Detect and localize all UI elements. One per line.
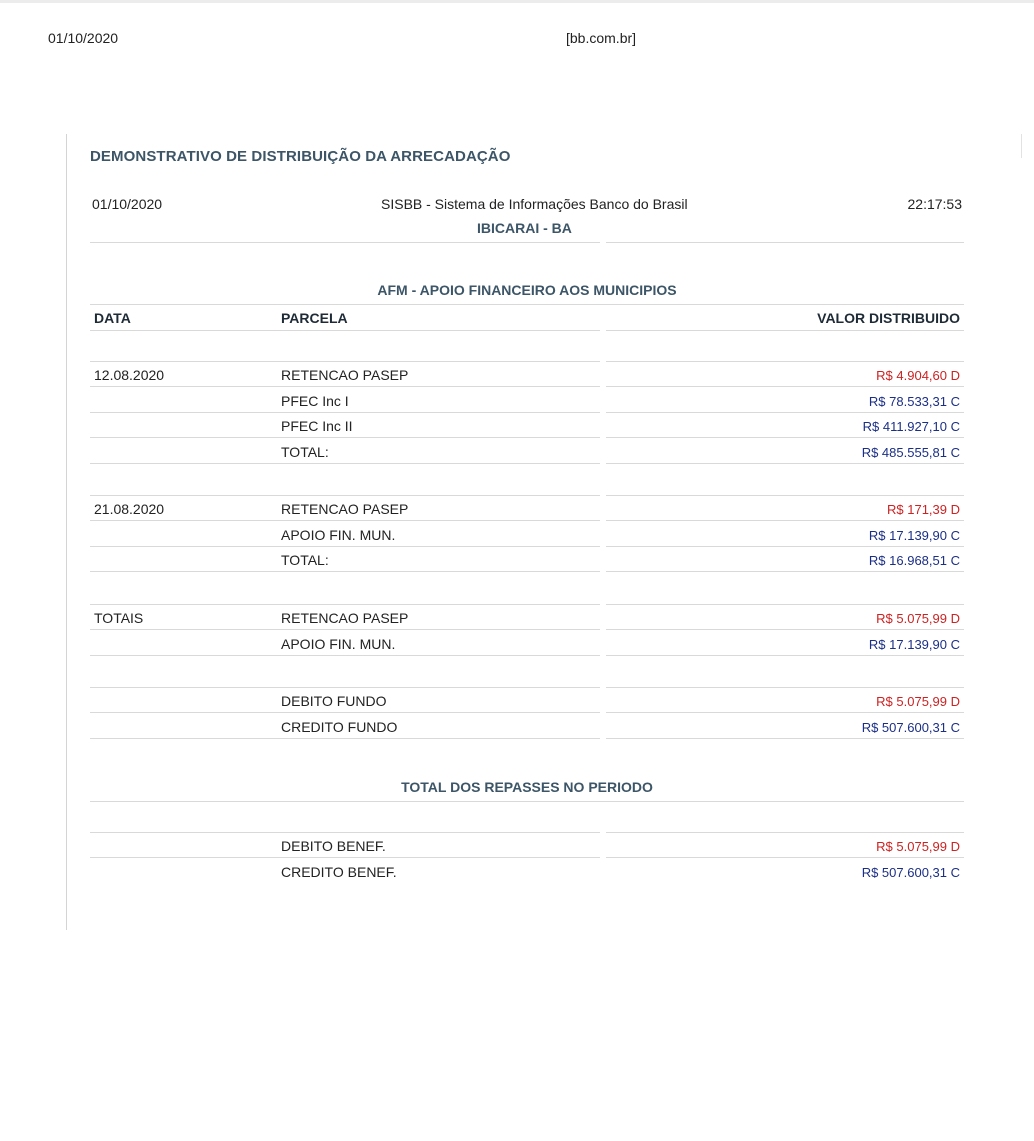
panel-border [66, 134, 67, 930]
fund-total-row-parcela: DEBITO FUNDO [281, 693, 387, 709]
table-row-valor: R$ 411.927,10 C [862, 419, 960, 434]
group-date: 12.08.2020 [94, 367, 165, 383]
row-divider [90, 629, 600, 630]
row-divider [606, 832, 964, 833]
top-strip [0, 0, 1034, 3]
repasse-row-valor: R$ 507.600,31 C [861, 864, 960, 880]
divider [606, 330, 964, 331]
table-row-parcela: PFEC Inc I [281, 392, 349, 409]
row-divider [90, 495, 600, 496]
fund-total-row-valor: R$ 5.075,99 D [876, 694, 960, 709]
row-divider [606, 712, 964, 713]
row-divider [606, 386, 964, 387]
print-date: 01/10/2020 [48, 30, 119, 46]
row-divider [606, 437, 964, 438]
table-row-valor: R$ 78.533,31 C [868, 393, 960, 409]
table-row-parcela: TOTAL: [281, 443, 329, 460]
table-row-valor: R$ 16.968,51 C [868, 553, 960, 568]
divider [606, 242, 964, 243]
fund-total-row-valor: R$ 507.600,31 C [861, 719, 960, 735]
report-date: 01/10/2020 [92, 196, 163, 212]
repasse-row-parcela: CREDITO BENEF. [281, 863, 397, 880]
table-row-valor: R$ 17.139,90 C [868, 636, 960, 652]
table-row-valor: R$ 17.139,90 C [868, 527, 960, 543]
row-divider [90, 361, 600, 362]
table-row-valor: R$ 4.904,60 D [876, 368, 960, 383]
row-divider [90, 655, 600, 656]
group-date: 21.08.2020 [94, 501, 165, 517]
row-divider [90, 520, 600, 521]
row-divider [606, 571, 964, 572]
report-time: 22:17:53 [907, 196, 962, 212]
row-divider [606, 655, 964, 656]
repasse-row-parcela: DEBITO BENEF. [281, 838, 386, 854]
row-divider [90, 687, 600, 688]
repasses-title: TOTAL DOS REPASSES NO PERIODO [401, 779, 653, 795]
row-divider [606, 361, 964, 362]
panel-border-right [1021, 134, 1022, 158]
row-divider [90, 738, 600, 739]
table-row-parcela: PFEC Inc II [281, 418, 353, 434]
row-divider [90, 832, 600, 833]
print-url: [bb.com.br] [566, 30, 637, 46]
column-header-parcela: PARCELA [281, 310, 348, 326]
municipality: IBICARAI - BA [477, 220, 572, 236]
row-divider [90, 463, 600, 464]
table-row-valor: R$ 485.555,81 C [861, 444, 960, 460]
fund-total-row-parcela: CREDITO FUNDO [281, 718, 398, 735]
row-divider [606, 604, 964, 605]
divider [90, 330, 600, 331]
row-divider [606, 546, 964, 547]
table-row-parcela: APOIO FIN. MUN. [281, 526, 396, 543]
column-header-valor: VALOR DISTRIBUIDO [817, 310, 960, 326]
report-system: SISBB - Sistema de Informações Banco do Brasil [381, 196, 688, 212]
column-header-data: DATA [94, 310, 131, 326]
row-divider [606, 629, 964, 630]
row-divider [90, 546, 600, 547]
row-divider [606, 412, 964, 413]
table-row-parcela: RETENCAO PASEP [281, 501, 409, 517]
row-divider [606, 738, 964, 739]
divider [90, 242, 600, 243]
row-divider [606, 687, 964, 688]
fund-title: AFM - APOIO FINANCEIRO AOS MUNICIPIOS [377, 282, 677, 298]
row-divider [90, 857, 600, 858]
report-title: DEMONSTRATIVO DE DISTRIBUIÇÃO DA ARRECADAÇÃO [90, 148, 511, 165]
row-divider [90, 712, 600, 713]
table-row-parcela: TOTAL: [281, 552, 329, 568]
row-divider [606, 463, 964, 464]
row-divider [90, 801, 964, 802]
row-divider [606, 857, 964, 858]
table-row-parcela: RETENCAO PASEP [281, 610, 409, 626]
row-divider [90, 571, 600, 572]
table-row-valor: R$ 171,39 D [887, 502, 960, 517]
divider [90, 304, 964, 305]
row-divider [90, 412, 600, 413]
row-divider [90, 604, 600, 605]
row-divider [90, 437, 600, 438]
group-date: TOTAIS [94, 610, 144, 626]
table-row-valor: R$ 5.075,99 D [876, 611, 960, 626]
repasse-row-valor: R$ 5.075,99 D [876, 839, 960, 854]
table-row-parcela: RETENCAO PASEP [281, 367, 409, 383]
row-divider [90, 386, 600, 387]
row-divider [606, 520, 964, 521]
row-divider [606, 495, 964, 496]
table-row-parcela: APOIO FIN. MUN. [281, 635, 396, 652]
